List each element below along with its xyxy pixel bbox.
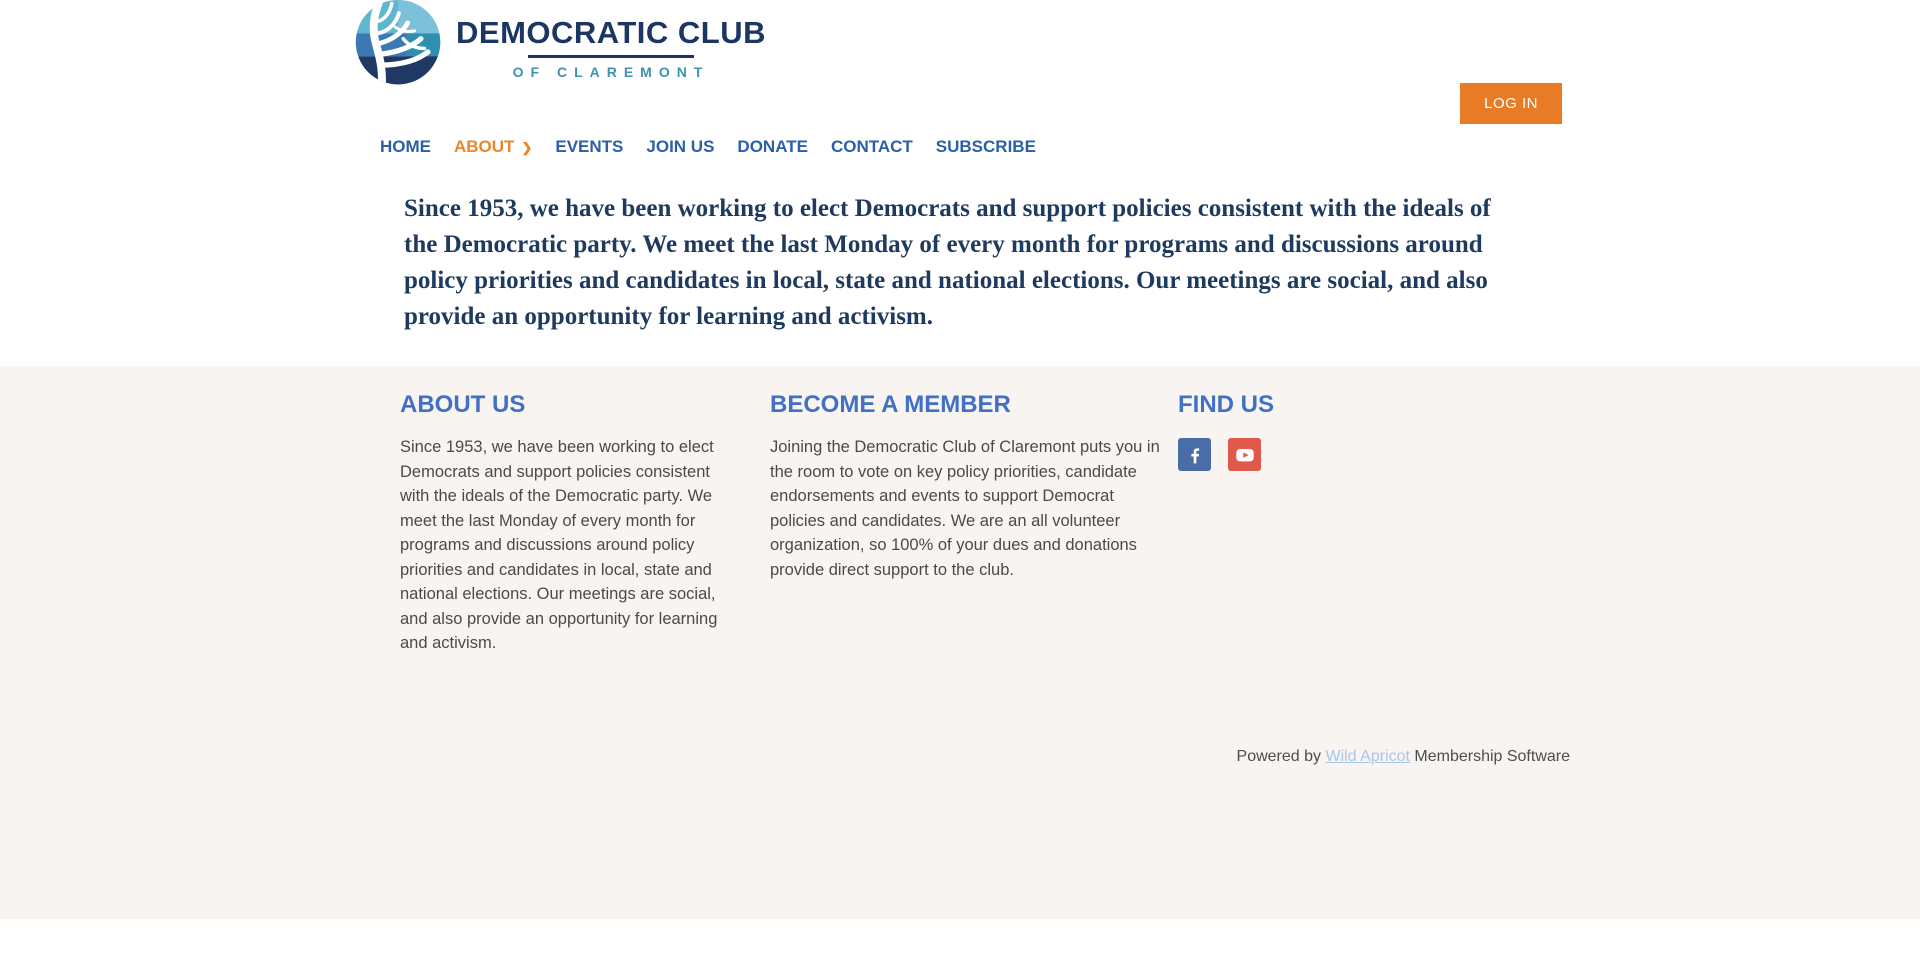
footer-find-column — [1178, 390, 1274, 656]
footer-member-text: Joining the Democratic Club of Claremont puts you in the room to vote on key policy priorities, candidate endorsements and events to support Democrat policies and candidates. We are an all volunteer organization, so 100% of your dues and donations provide direct support to the club. — [770, 438, 1160, 579]
footer-about-column — [400, 390, 722, 656]
chevron-right-icon: ❯ — [521, 140, 533, 155]
logo-divider — [528, 55, 694, 58]
login-button[interactable]: LOG IN — [1460, 83, 1562, 124]
footer-member-column — [770, 390, 1162, 656]
site-footer — [0, 366, 1920, 919]
youtube-icon[interactable] — [1228, 438, 1261, 471]
nav-item-home[interactable]: HOME — [380, 137, 431, 156]
intro-paragraph: Since 1953, we have been working to elect Democrats and support policies consistent with the ideals of the Democratic party. We meet the last Monday of every month for programs and discussions around policy priorities and candidates in local, state and national elections. Our meetings are social, and also provide an opportunity for learning and activism. — [404, 195, 1491, 330]
main-content — [350, 167, 1570, 335]
logo-subtitle: OF CLAREMONT — [512, 64, 710, 81]
nav-item-contact[interactable]: CONTACT — [830, 137, 913, 156]
footer-about-heading: ABOUT US — [400, 391, 526, 418]
powered-suffix: Membership Software — [1409, 748, 1570, 765]
nav-item-events[interactable]: EVENTS — [555, 137, 624, 156]
nav-item-about[interactable]: ABOUT ❯ — [454, 137, 533, 156]
footer-find-heading: FIND US — [1178, 391, 1274, 418]
powered-by — [1237, 748, 1570, 766]
nav-item-join-us[interactable]: JOIN US — [646, 137, 715, 156]
powered-prefix: Powered by — [1236, 748, 1326, 765]
footer-about-text: Since 1953, we have been working to elect Democrats and support policies consistent with the ideals of the Democratic party. We meet the last Monday of every month for programs and discussions around policy priorities and candidates in local, state and national elections. Our meetings are social, and also provide an opportunity for learning and activism. — [400, 438, 718, 652]
site-logo[interactable] — [354, 0, 766, 88]
nav-item-subscribe[interactable]: SUBSCRIBE — [935, 137, 1036, 156]
wild-apricot-link[interactable]: Wild Apricot — [1325, 748, 1410, 765]
facebook-icon[interactable] — [1178, 438, 1211, 471]
social-links — [1178, 438, 1274, 471]
facebook-glyph — [1185, 445, 1205, 465]
tree-logo-icon — [354, 0, 442, 88]
nav-item-donate[interactable]: DONATE — [737, 137, 808, 156]
site-header — [0, 0, 1920, 133]
logo-wordmark — [456, 0, 766, 80]
logo-title: DEMOCRATIC CLUB — [456, 15, 767, 50]
footer-member-heading: BECOME A MEMBER — [770, 391, 1011, 418]
youtube-glyph — [1234, 444, 1256, 466]
main-nav — [350, 133, 1570, 167]
